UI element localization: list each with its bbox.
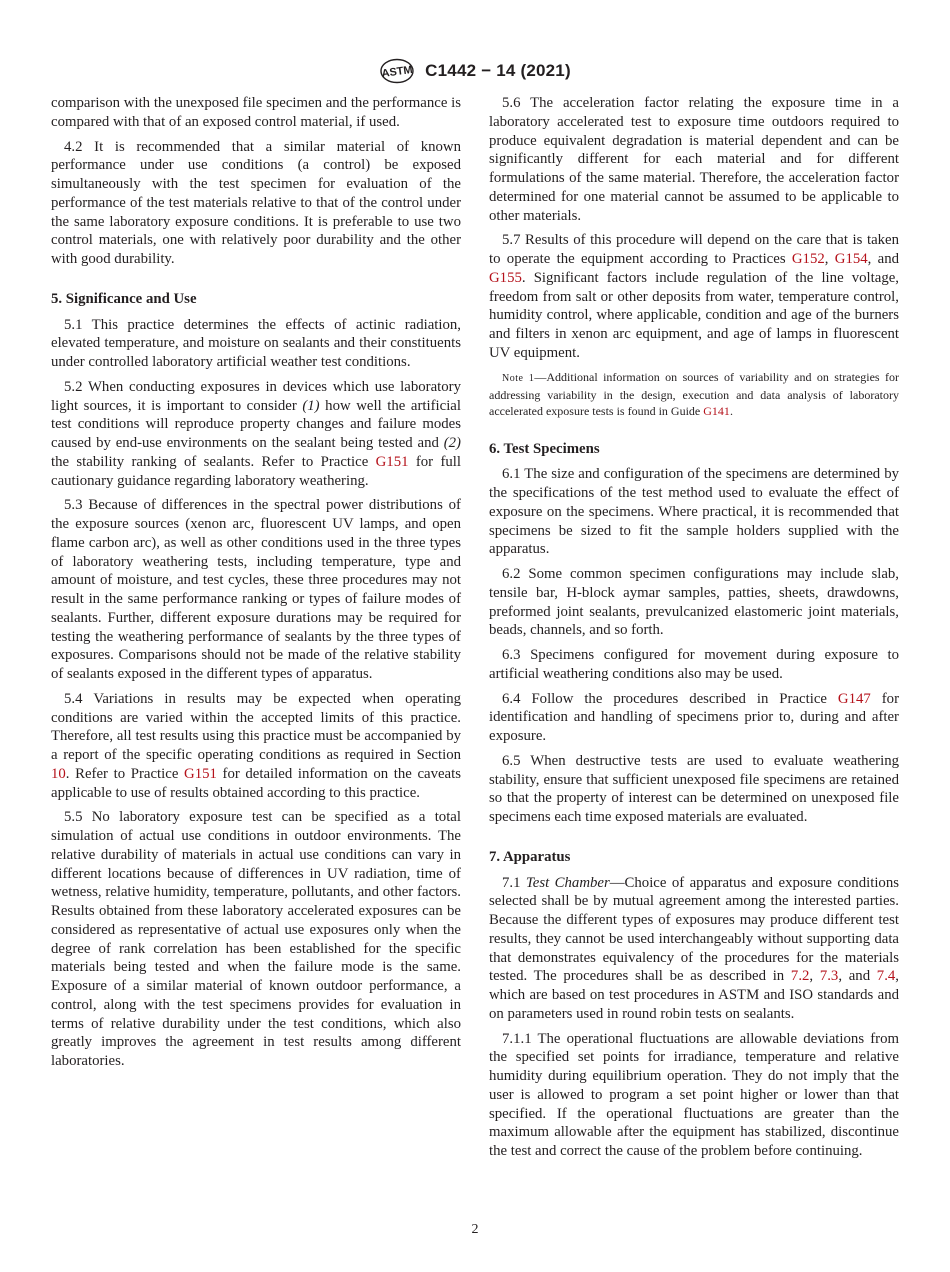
- svg-text:ASTM: ASTM: [381, 63, 414, 81]
- paragraph-7-1-1: 7.1.1 The operational fluctuations are allowable deviations from the specified set points for irradiance, temperature and relative humidity during equilibrium operation. They do not imply that the user is allowed to program a set point higher or lower than that specified. If the operational fluctuations are greater than the maximum allowable after the equipment has stabilized, discontinue the test and correct the cause of the problem before continuing.: [489, 1030, 899, 1159]
- link-section-10[interactable]: 10: [51, 765, 66, 782]
- paragraph-5-3: 5.3 Because of differences in the spectral power distributions of the exposure sources (xenon arc, fluorescent UV lamps, and open flame carbon arc), as well as other conditions used in the three types of laboratory weathering tests, including temperature, type and amount of moisture, and test cycles, these three procedures may not result in the same performance ranking or types of failure modes of sealants. Further, different exposure durations may be required for testing the weathering performance of sealants by the three types of exposures. Comparisons should not be made of the relative stability of sealants exposed in the different types of apparatus.: [51, 497, 461, 682]
- link-7-4[interactable]: 7.4: [876, 968, 896, 985]
- document-designation: C1442 − 14 (2021): [425, 61, 571, 80]
- paragraph-6-3: 6.3 Specimens configured for movement during exposure to artificial weathering conditions also may be used.: [489, 647, 899, 682]
- link-7-2[interactable]: 7.2: [790, 968, 810, 985]
- paragraph-5-6: 5.6 The acceleration factor relating the exposure time in a laboratory accelerated test to exposure time outdoors required to produce equivalent degradation is material dependent and can be significantly different for each material and for different formulations of the same material. Therefore, the acceleration factor determined for one material cannot be assumed to be applicable to other materials.: [489, 95, 899, 224]
- link-g151[interactable]: G151: [184, 765, 217, 782]
- paragraph-5-7: 5.7 Results of this procedure will depend on the care that is taken to operate the equipment according to Practices G152, G154, and G155. Significant factors include regulation of the line voltage, freedom from salt or other deposits from water, temperature control, humidity control, where applicable, condition and age of the burners and filters in xenon arc equipment, and age of lamps in fluorescent UV equipment.: [489, 232, 900, 361]
- paragraph-6-1: 6.1 The size and configuration of the specimens are determined by the specifications of the test method used to evaluate the effect of exposure on the specimens. Where practical, it is recommended that specimens be sized to fit the sample holders supplied with the apparatus.: [489, 466, 899, 558]
- paragraph-6-5: 6.5 When destructive tests are used to evaluate weathering stability, ensure that sufficient unexposed file specimens are retained so that the property of interest can be determined on unexposed file specimens each time exposed materials are evaluated.: [489, 752, 899, 825]
- link-g154[interactable]: G154: [834, 251, 868, 267]
- right-column: [489, 94, 899, 1167]
- link-g155[interactable]: G155: [489, 269, 522, 286]
- section-7-heading: 7. Apparatus: [489, 848, 571, 865]
- paragraph-5-4: 5.4 Variations in results may be expected when operating conditions are varied within the accepted limits of this practice. Therefore, all test results using this practice must be accompanied by a report of the specific operating conditions as required in Section 10. Refer to Practice G151 for detailed information on the caveats applicable to use of results obtained according to this practice.: [51, 690, 461, 801]
- link-g147[interactable]: G147: [837, 690, 871, 707]
- section-5-heading: 5. Significance and Use: [51, 290, 197, 307]
- section-6-heading: 6. Test Specimens: [489, 440, 600, 457]
- paragraph-6-2: 6.2 Some common specimen configurations may include slab, tensile bar, H-block aymar samples, patties, sheets, drawdowns, preformed joint sealants, prevulcanized elastomeric joint materials, beads, channels, and so forth.: [489, 566, 899, 639]
- link-g152[interactable]: G152: [791, 251, 825, 267]
- page-number: 2: [471, 1222, 479, 1237]
- paragraph-7-1: 7.1 Test Chamber—Choice of apparatus and exposure conditions selected shall be by mutual agreement among the interested parties. Because the different types of exposures may produce different test results, they cannot be used interchangeably without supporting data that demonstrates equivalency of the procedures for the materials tested. The procedures shall be as described in 7.2, 7.3, and 7.4, which are based on test procedures in ASTM and ISO standards and on parameters used in round robin tests on sealants.: [489, 874, 899, 1022]
- page-header: [0, 58, 950, 84]
- link-7-3[interactable]: 7.3: [819, 968, 839, 985]
- paragraph-5-5: 5.5 No laboratory exposure test can be specified as a total simulation of actual use conditions in outdoor environments. The relative durability of materials in actual use conditions can vary in different locations because of differences in UV radiation, time of wetness, relative humidity, temperature, pollutants, and other factors. Results obtained from these laboratory accelerated exposures can be considered as representative of actual use exposures only when the degree of rank correlation has been established for the specific materials being tested and when the failure mode is the same. Exposure of a similar material of known outdoor performance, a control, along with the test specimens provides for evaluation in terms of relative durability under the test conditions, which also greatly improves the agreement in test results among different laboratories.: [51, 809, 461, 1069]
- paragraph-5-1: 5.1 This practice determines the effects of actinic radiation, elevated temperature, and moisture on sealants and their constituents under controlled laboratory artificial weather test conditions.: [51, 316, 461, 370]
- paragraph-4-2: 4.2 It is recommended that a similar material of known performance under use conditions (a control) be exposed simultaneously with the test specimen for evaluation of the performance of the test materials relative to that of the control under the same laboratory exposure conditions. It is preferable to use two control materials, one with relatively poor durability and the other with good durability.: [51, 138, 461, 267]
- link-g151[interactable]: G151: [375, 453, 409, 470]
- left-column: [51, 94, 461, 1077]
- paragraph-4-1-continued: comparison with the unexposed file specimen and the performance is compared with that of an exposed control material, if used.: [51, 95, 461, 130]
- astm-logo-icon: [379, 58, 415, 84]
- link-g141[interactable]: G141: [703, 403, 730, 418]
- note-1: Note 1—Additional information on sources of variability and on strategies for addressing variability in the design, execution and data analysis of laboratory accelerated exposure tests is found in Guide G141.: [489, 369, 899, 418]
- paragraph-6-4: 6.4 Follow the procedures described in Practice G147 for identification and handling of specimens prior to, during and after exposure.: [489, 690, 899, 744]
- paragraph-5-2: 5.2 When conducting exposures in devices which use laboratory light sources, it is important to consider (1) how well the artificial test conditions will reproduce property changes and failure modes caused by end-use environments on the sealant being tested and (2) the stability ranking of sealants. Refer to Practice G151 for full cautionary guidance regarding laboratory weathering.: [51, 378, 461, 489]
